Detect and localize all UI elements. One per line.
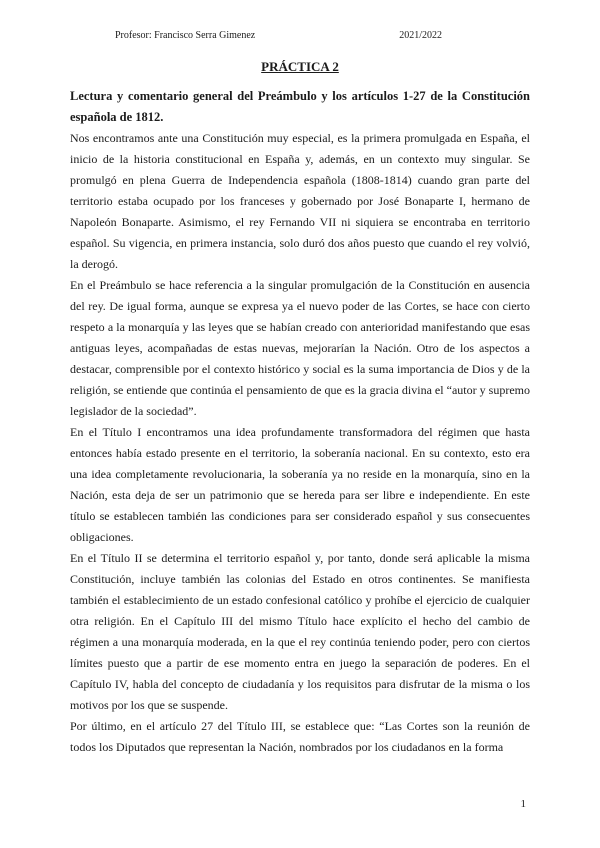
paragraph: Por último, en el artículo 27 del Título III, se establece que: “Las Cortes son la reunión de todos los Diputados que representan la Nación, nombrados por los ciudadanos en la forma xyxy=(70,719,530,754)
document-title: PRÁCTICA 2 xyxy=(261,59,339,74)
paragraph: En el Preámbulo se hace referencia a la singular promulgación de la Constitución en ausencia del rey. De igual forma, aunque se expresa ya el nuevo poder de las Cortes, se hace con cierto respeto a la monarquía y las leyes que se habían creado con anterioridad manifestando que esas antiguas leyes, acompañadas de estas nuevas, mejorarían la Nación. Otro de los aspectos a destacar, comprensible por el contexto histórico y social es la suma importancia de Dios y de la religión, se entiende que continúa el pensamiento de que es la gracia divina el “autor y supremo legislador de la sociedad”. xyxy=(70,278,530,418)
document-heading: Lectura y comentario general del Preámbulo y los artículos 1-27 de la Constitución española de 1812. xyxy=(70,89,530,124)
document-body xyxy=(70,128,530,758)
document-header xyxy=(70,30,530,41)
paragraph: Nos encontramos ante una Constitución muy especial, es la primera promulgada en España, el inicio de la historia constitucional en España y, además, en un contexto muy singular. Se promulgó en plena Guerra de Independencia española (1808-1814) cuando gran parte del territorio estaba ocupado por los franceses y gobernado por José Bonaparte I, hermano de Napoleón Bonaparte. Asimismo, el rey Fernando VII ni siquiera se encontraba en territorio español. Su vigencia, en primera instancia, solo duró dos años puesto que cuando el rey volvió, la derogó. xyxy=(70,131,530,271)
paragraph: En el Título I encontramos una idea profundamente transformadora del régimen que hasta entonces había estado presente en el territorio, la soberanía nacional. En su contexto, esto era una idea completamente revolucionaria, la soberanía ya no reside en la monarquía, sino en la Nación, esta deja de ser un patrimonio que se hereda para ser libre e independiente. En este título se establecen también las condiciones para ser considerado español y sus consecuentes obligaciones. xyxy=(70,425,530,544)
header-professor: Profesor: Francisco Serra Gimenez xyxy=(115,30,256,41)
paragraph: En el Título II se determina el territorio español y, por tanto, donde será aplicable la misma Constitución, incluye también las colonias del Estado en otros continentes. Se manifiesta también el establecimiento de un estado confesional católico y prohíbe el ejercicio de cualquier otra religión. En el Capítulo III del mismo Título hace explícito el hecho del cambio de régimen a una monarquía moderada, en la que el rey continúa teniendo poder, pero con ciertos límites puesto que a partir de ese momento entra en juego la separación de poderes. En el Capítulo IV, habla del concepto de ciudadanía y los requisitos para disfrutar de la misma o los motivos por los que se suspende. xyxy=(70,551,530,712)
header-academic-year: 2021/2022 xyxy=(399,30,442,41)
page-number: 1 xyxy=(520,798,526,810)
